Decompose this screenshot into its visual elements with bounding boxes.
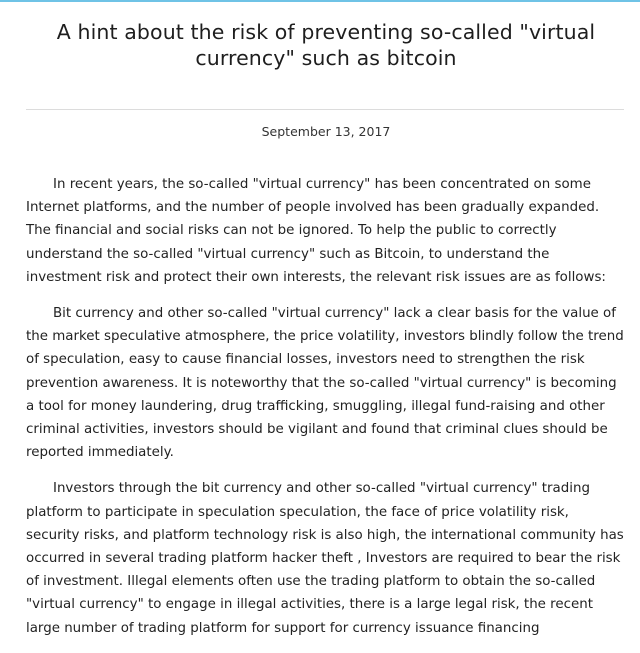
article-date: September 13, 2017: [261, 124, 391, 139]
paragraph-3: Investors through the bit currency and other so-called "virtual currency" trading platform to participate in speculation speculation, the face of price volatility risk, security risks, and platform technology risk is also high, the international community has occurred in several trading platform hacker theft , Investors are required to bear the risk of investment. Illegal elements often use the trading platform to obtain the so-called "virtual currency" to engage in illegal activities, there is a large legal risk, the recent large number of trading platform for support for currency issuance financing: [26, 481, 624, 636]
article: [26, 0, 626, 653]
article-title: A hint about the risk of preventing so-called "virtual currency" such as bitcoin: [56, 20, 596, 70]
article-body: [26, 173, 624, 640]
paragraph-2: Bit currency and other so-called "virtual currency" lack a clear basis for the value of the market speculative atmosphere, the price volatility, investors blindly follow the trend of speculation, easy to cause financial losses, investors need to strengthen the risk prevention awareness. It is noteworthy that the so-called "virtual currency" is becoming a tool for money laundering, drug trafficking, smuggling, illegal fund-raising and other criminal activities, investors should be vigilant and found that criminal clues should be reported immediately.: [26, 306, 624, 461]
title-divider: [26, 109, 624, 110]
paragraph-1: In recent years, the so-called "virtual currency" has been concentrated on some Internet platforms, and the number of people involved has been gradually expanded. The financial and social risks can not be ignored. To help the public to correctly understand the so-called "virtual currency" such as Bitcoin, to understand the investment risk and protect their own interests, the relevant risk issues are as follows:: [26, 177, 606, 285]
